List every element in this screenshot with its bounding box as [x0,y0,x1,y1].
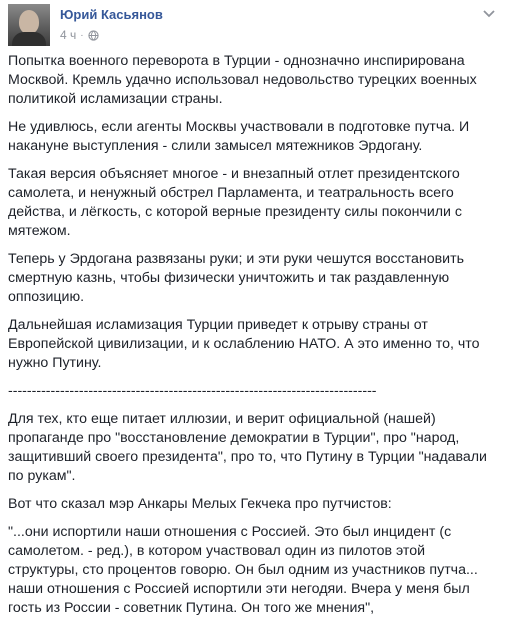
post-paragraph: Попытка военного переворота в Турции - однозначно инспирирована Москвой. Кремль удачно использовал недовольство турецких военных политикой исламизации страны. [8,53,477,107]
post-paragraph: Такая версия объясняет многое - и внезапный отлет президентского самолета, и ненужный обстрел Парламента, и театральность всего действа, и лёгкость, с которой верные президенту силы покончили с мятежом. [8,166,462,239]
post-paragraph: Теперь у Эрдогана развязаны руки; и эти руки чешутся восстановить смертную казнь, чтобы физически уничтожить и так раздавленную оппозицию. [8,251,464,305]
author-name-link[interactable]: Юрий Касьянов [60,7,163,22]
globe-icon[interactable] [88,30,99,41]
post-meta [60,28,99,42]
avatar-head-shape [19,10,39,34]
avatar-body-shape [12,32,46,46]
post-body [8,52,495,627]
post-paragraph: Дальнейшая исламизация Турции приведет к отрыву страны от Европейской цивилизации, и к ослаблению НАТО. А это именно то, что нужно Путину. [8,317,480,371]
quote-paragraph: "...они испортили наши отношения с Россией. Это был инцидент (с самолетом. - ред.), в котором участвовал один из пилотов этой структуры, сто процентов говорю. Он был одним из участников путча... наши отношения с Россией испортили эти негодяи. Вчера у меня был гость из России - советник Путина. Он того же мнения", [8,524,478,616]
post-time-link[interactable]: 4 ч [60,28,77,42]
chevron-down-icon[interactable] [483,10,495,18]
avatar[interactable] [8,4,50,46]
dashed-separator-line: ------------------------------------------------------------------------------ [8,383,377,399]
post-paragraph: Вот что сказал мэр Анкары Мелых Гекчека про путчистов: [8,496,392,512]
post-paragraph: Не удивлюсь, если агенты Москвы участвовали в подготовке путча. И накануне выступления - слили замысел мятежников Эрдогану. [8,119,470,154]
meta-separator-dot: · [80,29,84,41]
post-header [8,4,497,46]
post-paragraph: Для тех, кто еще питает иллюзии, и верит официальной (нашей) пропаганде про "восстановление демократии в Турции", про "народ, защитивший своего президента", про то, что Путину в Турции "надавали по рукам". [8,411,487,484]
